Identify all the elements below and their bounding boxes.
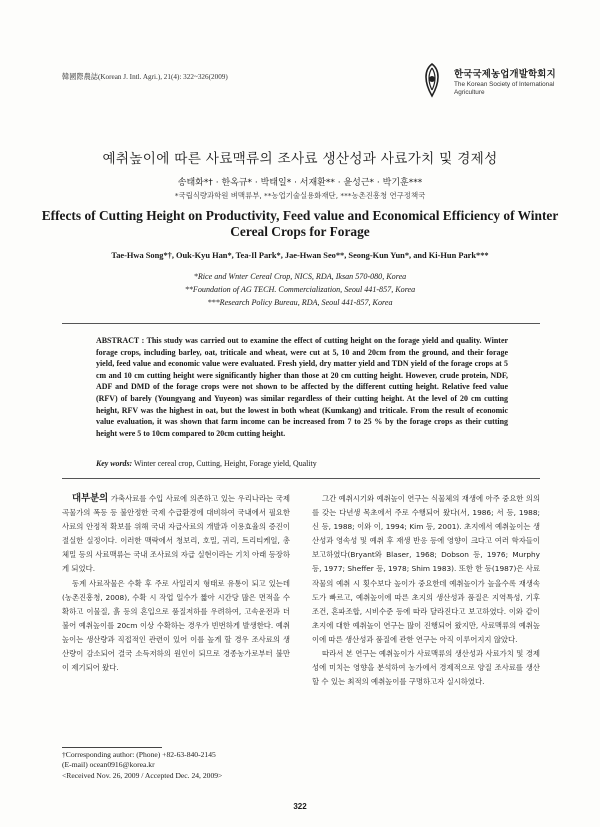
keywords-text: Winter cereal crop, Cutting, Height, Forage yield, Quality	[134, 459, 317, 468]
body-paragraph: 그간 예취시기와 예취높이 연구는 식물체의 재생에 아주 중요한 의의를 갖는 다년생 목초에서 주로 수행되어 왔다(서, 1986; 서 등, 1988; 신 등, 1988; 이와 이, 1994; Kim 등, 2001). 초지에서 예취높이는 생산성과 영속성 및 예취 후 재생 반응 등에 영향이 크다고 여러 학자들이 보고하였다(Bryant와 Blaser, 1968; Dobson 등, 1976; Murphy 등, 1977; Sheffer 등, 1978; Shim 1983). 또한 한 등(1987)은 사료작물의 예취 시 횟수보다 높이가 중요한데 예취높이가 높을수록 재생속도가 빠르고, 예취높이에 따른 초지의 생산성과 품질은 지역특성, 기후조건, 혼파조합, 시비수준 등에 따라 달라진다고 보고하였다. 이와 같이 초지에 대한 예취높이 연구는 많이 진행되어 왔지만, 사료맥류의 예취높이에 따른 생산성과 품질에 관한 연구는 아직 이루어지지 않았다.	[312, 494, 540, 644]
body-column-left	[62, 492, 290, 675]
abstract-bottom-rule	[62, 478, 540, 479]
society-header	[418, 60, 578, 108]
society-logo-icon	[418, 62, 446, 98]
journal-reference: 韓國際農誌(Korean J. Intl. Agri.), 21(4): 322~326(2009)	[62, 73, 228, 81]
page-number: 322	[293, 802, 307, 811]
affiliation-english-3: ***Research Policy Bureau, RDA, Seoul 441-857, Korea	[207, 298, 393, 307]
footnote-rule	[62, 747, 162, 748]
society-name-en: The Korean Society of International Agriculture	[454, 81, 555, 97]
footnote-email: (E-mail) ocean0916@korea.kr	[62, 760, 155, 770]
body-paragraph: 동계 사료작물은 수확 후 주로 사일리지 형태로 유통이 되고 있는데(농촌진흥청, 2008), 수확 시 작업 일수가 짧아 시간당 많은 면적을 수확하고 이물질, 흙 등의 혼입으로 품질저하를 우려하여, 고속운전과 더불어 예취높이를 20cm 이상 수확하는 경우가 빈번하게 발생한다. 예취높이는 생산량과 직접적인 관련이 있어 이를 높게 할 경우 조사료의 생산량이 감소되어 결국 소득저하의 원인이 되므로 경종농가로부터 불만이 제기되어 왔다.	[62, 578, 290, 673]
affiliation-english-2: **Foundation of AG TECH. Commercialization, Seoul 441-857, Korea	[184, 285, 416, 294]
authors-english: Tae-Hwa Song*†, Ouk-Kyu Han*, Tea-Il Park*, Jae-Hwan Seo**, Seong-Kun Yun*, and Ki-Hun Park***	[111, 251, 489, 260]
footnotes	[62, 750, 302, 781]
keywords-label: Key words:	[96, 459, 133, 468]
abstract-top-rule	[62, 323, 540, 324]
affiliations-korean: *국립식량과학원 벼맥류부, **농업기술실용화재단, ***농촌진흥청 연구정책국	[174, 191, 426, 200]
footnote-received: <Received Nov. 26, 2009 / Accepted Dec. 24, 2009>	[62, 770, 223, 780]
society-name-ko: 한국국제농업개발학회지	[454, 69, 556, 80]
abstract: ABSTRACT : This study was carried out to examine the effect of cutting height on the forage yield and quality. Winter forage crops, including barley, oat, triticale and wheat, were cut at 5, 10 and 20cm from the ground, and their forage yield, feed value and economic value were evaluated. Fresh yield, dry matter yield and TDN yield of the forage crops at 5 cm and 10 cm cutting height were significantly higher than those at 20 cm cutting height. However, crude protein, NDF, ADF and DMD of the forage crops were not shown to be affected by the different cutting height. Relative feed value (RFV) of barely (Youngyang and Yuyeon) was similar regardless of their cutting height. At the level of 20 cm cutting height, RFV was the highest in oat, but the lowest in both wheat (Kumkang) and triticale. From the result of economic value evaluation, it was shown that farm income can be increased from 7 to 25 % by the forage crops as their cutting height were 5 to 10cm compared to 20cm cutting height.	[96, 336, 508, 438]
body-paragraph: 대부분의 가축사료를 수입 사료에 의존하고 있는 우리나라는 국제 곡물가의 폭등 등 불안정한 국제 수급환경에 대비하여 국내에서 필요한 사료의 안정적 확보를 위해 국내 자급사료의 개발과 이용효율의 증진이 절실한 실정이다. 이러한 맥락에서 청보리, 호밀, 귀리, 트리티케일, 총체밀 등의 사료맥류는 국내 조사료의 자급 실현이라는 기치 아래 등장하게 되었다.	[62, 493, 290, 574]
body-paragraph: 따라서 본 연구는 예취높이가 사료맥류의 생산성과 사료가치 및 경제성에 미치는 영향을 분석하여 농가에서 경제적으로 양질 조사료를 생산할 수 있는 최적의 예취높이를 구명하고자 실시하였다.	[312, 649, 540, 687]
title-english: Effects of Cutting Height on Productivity, Feed value and Economical Efficiency of Winter Cereal Crops for Forage	[41, 208, 559, 239]
keywords	[96, 459, 508, 468]
title-korean: 예취높이에 따른 사료맥류의 조사료 생산성과 사료가치 및 경제성	[102, 151, 498, 167]
lead-word: 대부분의	[72, 493, 109, 504]
body-column-right	[312, 492, 540, 689]
footnote-corresponding: †Corresponding author: (Phone) +82-63-840-2145	[62, 750, 216, 759]
affiliation-english-1: *Rice and Wnter Cereal Crop, NICS, RDA, Iksan 570-080, Korea	[193, 272, 407, 281]
authors-korean: 송태화*† · 한옥규* · 박태일* · 서재환** · 윤성근* · 박기훈***	[177, 178, 423, 188]
